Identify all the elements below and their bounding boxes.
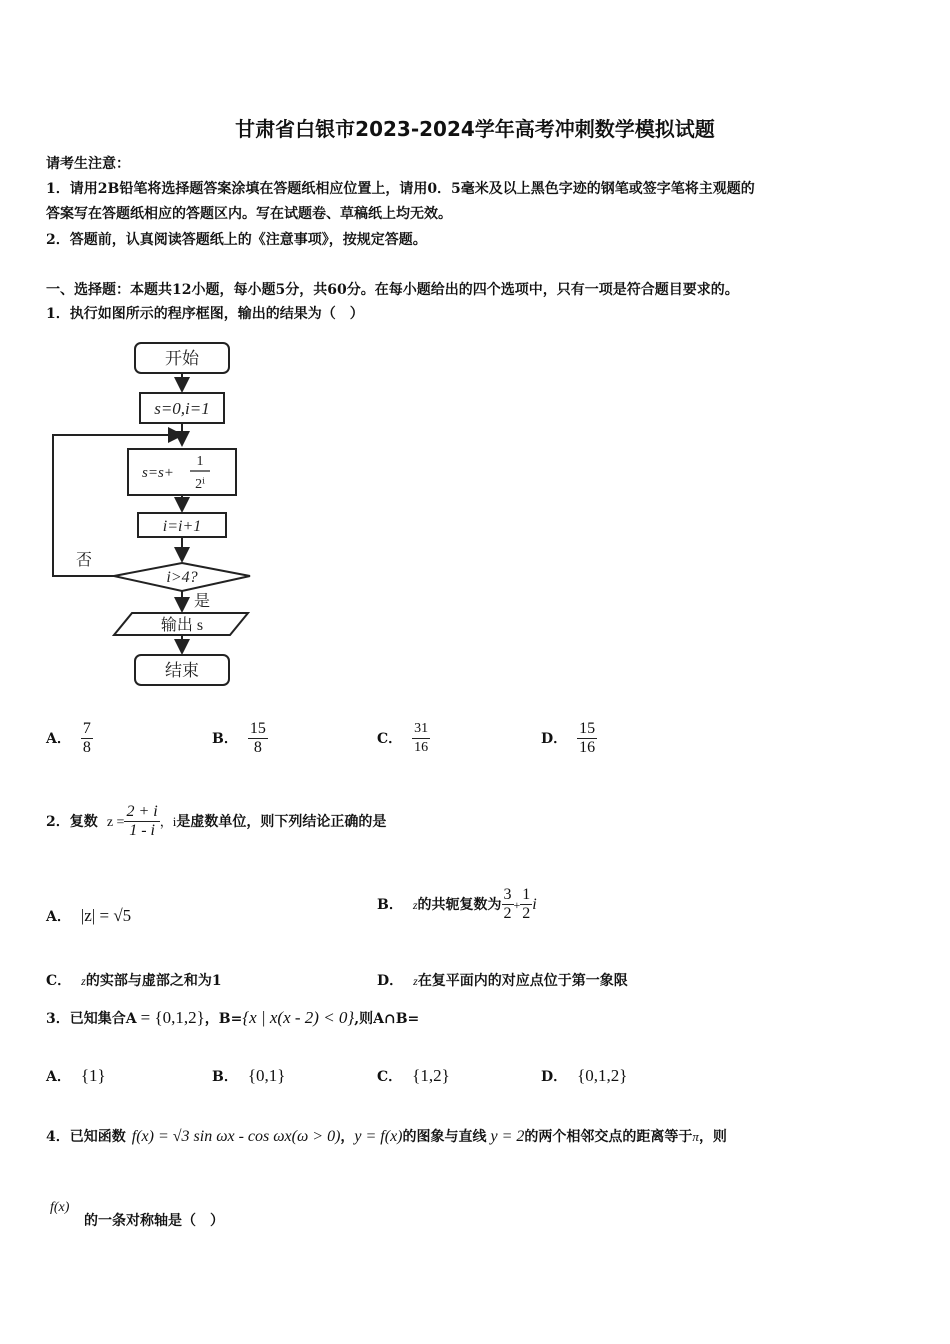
q4-stem-line-2: 的一条对称轴是（ ） bbox=[84, 1213, 224, 1229]
q3-stem: 3．已知集合A = {0,1,2}，B={x | x(x - 2) < 0},则A∩B= bbox=[46, 1008, 420, 1027]
flow-no-label: 否 bbox=[76, 552, 93, 569]
notice-line-2: 答案写在答题纸相应的答题区内。写在试题卷、草稿纸上均无效。 bbox=[46, 206, 452, 222]
flow-update-i-text: i=i+1 bbox=[162, 518, 202, 535]
q1-option-c[interactable]: C． $\frac{31}{16}$ bbox=[377, 721, 429, 755]
flow-yes-label: 是 bbox=[194, 593, 211, 610]
q1-option-b[interactable]: B． $\frac{15}{8}$ bbox=[212, 720, 266, 756]
section-heading: 一、选择题：本题共12小题，每小题5分，共60分。在每小题给出的四个选项中，只有一项是符合题目要求的。 bbox=[46, 282, 739, 298]
q4-stem-line-2-func: f(x) bbox=[50, 1200, 70, 1215]
q2-option-a[interactable]: A． |z| = √5 bbox=[46, 906, 132, 925]
page-title: 甘肃省白银市2023-2024学年高考冲刺数学模拟试题 bbox=[235, 117, 715, 141]
q4-stem-line-1: 4．已知函数 f(x) = √3 sin ωx - cos ωx(ω > 0)，y = f(x)的图象与直线 y = 2的两个相邻交点的距离等于π，则 bbox=[46, 1128, 727, 1145]
flow-decision-text: i>4? bbox=[166, 569, 198, 586]
flow-init-text: s=0,i=1 bbox=[154, 399, 210, 418]
flow-output-text: 输出 s bbox=[160, 617, 204, 634]
q2-option-c[interactable]: C． z的实部与虚部之和为1 bbox=[46, 973, 222, 989]
notice-heading: 请考生注意： bbox=[46, 156, 130, 172]
notice-line-3: 2．答题前，认真阅读答题纸上的《注意事项》，按规定答题。 bbox=[46, 232, 427, 248]
flow-update-s-prefix: s=s+ bbox=[142, 465, 174, 481]
flow-update-s-num: 1 bbox=[196, 454, 204, 469]
q1-stem: 1．执行如图所示的程序框图，输出的结果为（ ） bbox=[46, 306, 364, 322]
q2-stem: 2．复数 z = $\frac{2 + i}{1 - i}$ ，i是虚数单位，则下列结论正确的是 bbox=[46, 803, 387, 839]
q3-option-b[interactable]: B． {0,1} bbox=[212, 1066, 286, 1085]
notice-line-1: 1．请用2B铅笔将选择题答案涂填在答题纸相应位置上，请用0．5毫米及以上黑色字迹的钢笔或签字笔将主观题的 bbox=[46, 181, 755, 197]
q3-option-a[interactable]: A． {1} bbox=[46, 1066, 106, 1085]
flow-end-text: 结束 bbox=[165, 661, 199, 680]
q1-option-a[interactable]: A． $\frac{7}{8}$ bbox=[46, 720, 91, 756]
flow-start-text: 开始 bbox=[165, 349, 199, 368]
flow-update-s-den: 2ⁱ bbox=[195, 477, 205, 492]
q1-flowchart bbox=[40, 335, 270, 695]
q3-option-c[interactable]: C． {1,2} bbox=[377, 1066, 450, 1085]
q1-option-d[interactable]: D． $\frac{15}{16}$ bbox=[541, 720, 596, 756]
q3-option-d[interactable]: D． {0,1,2} bbox=[541, 1066, 628, 1085]
q2-option-d[interactable]: D． z在复平面内的对应点位于第一象限 bbox=[377, 973, 628, 989]
q2-option-b[interactable]: B． z的共轭复数为 $\frac{3}{2}$ + $\frac{1}{2}$ i bbox=[377, 886, 537, 922]
